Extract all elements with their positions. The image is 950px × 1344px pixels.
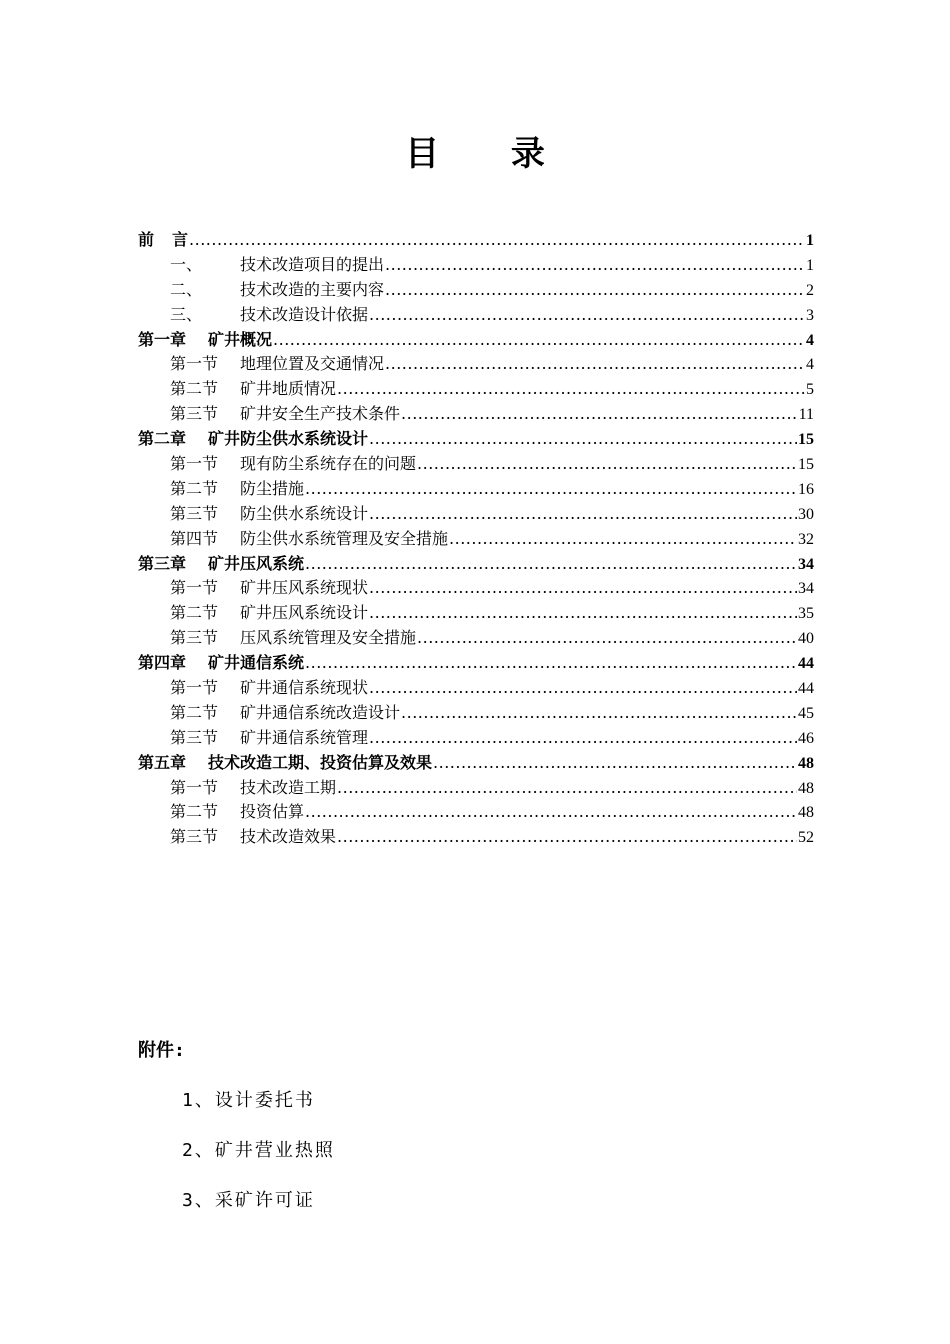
toc-entry-text: 地理位置及交通情况 <box>240 354 385 374</box>
toc-entry-title <box>170 576 368 601</box>
toc-entry-number: 第二节 <box>170 603 219 623</box>
toc-page-number: 44 <box>798 655 814 673</box>
toc-page-number: 1 <box>806 232 814 249</box>
toc-page-number: 44 <box>798 680 814 698</box>
toc-entry-title <box>170 402 400 427</box>
toc-entry-title <box>170 676 368 701</box>
toc-section-entry[interactable] <box>138 452 814 477</box>
annex-item: 3、采矿许可证 <box>182 1190 315 1211</box>
toc-entry-text: 矿井通信系统 <box>208 653 305 673</box>
toc-page-number: 16 <box>798 480 814 498</box>
toc-entry-title <box>170 303 368 328</box>
toc-entry-number: 第三节 <box>170 404 219 424</box>
toc-section-entry[interactable] <box>138 825 814 850</box>
toc-entry-title <box>170 825 336 850</box>
toc-entry-number: 第一节 <box>170 678 219 698</box>
toc-section-entry[interactable] <box>138 576 814 601</box>
toc-page-number: 40 <box>798 630 814 648</box>
toc-entry-text: 矿井通信系统现状 <box>240 678 369 698</box>
toc-chapter-entry[interactable] <box>138 427 814 452</box>
toc-section-entry[interactable] <box>138 527 814 552</box>
dot-leader <box>369 601 797 626</box>
toc-entry-title <box>170 452 416 477</box>
dot-leader <box>369 676 797 701</box>
toc-section-entry[interactable] <box>138 402 814 427</box>
toc-entry-title <box>170 278 384 303</box>
toc-entry-text: 矿井防尘供水系统设计 <box>208 429 369 449</box>
toc-page-number: 30 <box>798 505 814 523</box>
toc-entry-title <box>170 253 384 278</box>
toc-entry-title <box>170 701 400 726</box>
toc-entry-number: 第四节 <box>170 528 219 548</box>
toc-chapter-entry[interactable] <box>138 552 814 577</box>
toc-entry-number: 第三节 <box>170 503 219 523</box>
table-of-contents <box>138 228 814 850</box>
toc-section-entry[interactable] <box>138 601 814 626</box>
toc-entry-title <box>170 626 416 651</box>
dot-leader <box>305 800 797 825</box>
dot-leader <box>369 726 797 751</box>
toc-entry-text: 矿井安全生产技术条件 <box>240 404 401 424</box>
page-title: 目 录 <box>405 134 575 174</box>
toc-entry-number: 一、 <box>170 254 203 274</box>
toc-entry-number: 第二节 <box>170 802 219 822</box>
toc-entry-number: 第一章 <box>138 329 187 349</box>
toc-entry-text: 技术改造的主要内容 <box>240 279 385 299</box>
toc-chapter-entry[interactable] <box>138 751 814 776</box>
dot-leader <box>417 452 797 477</box>
toc-entry-number: 第三节 <box>170 827 219 847</box>
toc-page-number: 15 <box>798 431 814 449</box>
toc-section-entry[interactable] <box>138 278 814 303</box>
toc-entry-text: 矿井概况 <box>208 329 273 349</box>
toc-section-entry[interactable] <box>138 701 814 726</box>
toc-section-entry[interactable] <box>138 502 814 527</box>
toc-entry-title <box>170 726 368 751</box>
toc-entry-text: 矿井通信系统改造设计 <box>240 702 401 722</box>
toc-section-entry[interactable] <box>138 726 814 751</box>
toc-page-number: 4 <box>806 331 814 349</box>
toc-page-number: 48 <box>798 754 814 772</box>
toc-entry-number: 第五章 <box>138 752 187 772</box>
toc-page-number: 32 <box>798 530 814 548</box>
toc-entry-text: 投资估算 <box>240 802 305 822</box>
toc-entry-text: 矿井压风系统 <box>208 553 305 573</box>
toc-entry-title <box>138 651 304 676</box>
toc-page-number: 15 <box>798 456 814 474</box>
toc-entry-text: 技术改造工期 <box>240 777 337 797</box>
toc-page-number: 2 <box>806 281 814 299</box>
toc-entry-number: 三、 <box>170 304 203 324</box>
toc-section-entry[interactable] <box>138 626 814 651</box>
toc-entry-text: 矿井压风系统设计 <box>240 603 369 623</box>
toc-entry-title <box>138 228 188 253</box>
dot-leader <box>305 552 797 577</box>
dot-leader <box>189 228 805 253</box>
toc-entry-text: 防尘供水系统管理及安全措施 <box>240 528 449 548</box>
toc-chapter-entry[interactable] <box>138 328 814 353</box>
toc-entry-number: 第一节 <box>170 454 219 474</box>
toc-section-entry[interactable] <box>138 776 814 801</box>
toc-entry-number: 第二节 <box>170 702 219 722</box>
toc-entry-title <box>170 776 336 801</box>
dot-leader <box>401 402 798 427</box>
toc-entry-text: 矿井地质情况 <box>240 379 337 399</box>
toc-page-number: 52 <box>798 829 814 847</box>
dot-leader <box>305 651 797 676</box>
toc-entry-number: 第四章 <box>138 653 187 673</box>
toc-page-number: 45 <box>798 704 814 722</box>
toc-entry-number: 第二章 <box>138 429 187 449</box>
toc-entry-number: 前 <box>138 230 155 249</box>
dot-leader <box>273 328 805 353</box>
toc-chapter-entry[interactable] <box>138 228 814 253</box>
toc-section-entry[interactable] <box>138 377 814 402</box>
toc-entry-text: 矿井通信系统管理 <box>240 727 369 747</box>
toc-entry-text: 矿井压风系统现状 <box>240 578 369 598</box>
toc-entry-text: 防尘供水系统设计 <box>240 503 369 523</box>
dot-leader <box>369 502 797 527</box>
toc-entry-title <box>170 352 384 377</box>
toc-entry-text: 防尘措施 <box>240 478 305 498</box>
toc-page-number: 4 <box>806 356 814 374</box>
toc-section-entry[interactable] <box>138 477 814 502</box>
dot-leader <box>337 776 797 801</box>
toc-section-entry[interactable] <box>138 352 814 377</box>
toc-section-entry[interactable] <box>138 676 814 701</box>
toc-entry-number: 第二节 <box>170 478 219 498</box>
toc-entry-text: 技术改造项目的提出 <box>240 254 385 274</box>
toc-entry-number: 第一节 <box>170 578 219 598</box>
annex-item: 1、设计委托书 <box>182 1090 315 1111</box>
toc-entry-title <box>170 800 304 825</box>
dot-leader <box>417 626 797 651</box>
toc-entry-title <box>170 527 448 552</box>
toc-entry-title <box>170 377 336 402</box>
dot-leader <box>385 253 805 278</box>
toc-section-entry[interactable] <box>138 800 814 825</box>
toc-entry-title <box>170 477 304 502</box>
dot-leader <box>337 825 797 850</box>
dot-leader <box>401 701 797 726</box>
dot-leader <box>369 427 797 452</box>
toc-section-entry[interactable] <box>138 303 814 328</box>
toc-chapter-entry[interactable] <box>138 651 814 676</box>
toc-entry-text: 技术改造工期、投资估算及效果 <box>208 752 433 772</box>
dot-leader <box>449 527 797 552</box>
toc-entry-number: 第三节 <box>170 727 219 747</box>
dot-leader <box>385 278 805 303</box>
toc-entry-title <box>170 502 368 527</box>
toc-entry-title <box>138 751 432 776</box>
toc-page-number: 35 <box>798 605 814 623</box>
annex-heading: 附件: <box>138 1040 185 1061</box>
dot-leader <box>385 352 805 377</box>
toc-page-number: 34 <box>798 580 814 598</box>
toc-page-number: 48 <box>798 804 814 822</box>
toc-page-number: 11 <box>798 406 814 424</box>
toc-entry-number: 第三节 <box>170 628 219 648</box>
toc-entry-title <box>138 427 368 452</box>
toc-entry-text: 技术改造效果 <box>240 827 337 847</box>
dot-leader <box>369 303 805 328</box>
toc-page-number: 46 <box>798 729 814 747</box>
toc-page-number: 1 <box>806 256 814 274</box>
toc-page-number: 5 <box>806 381 814 399</box>
toc-entry-title <box>138 328 272 353</box>
dot-leader <box>369 576 797 601</box>
dot-leader <box>305 477 797 502</box>
toc-page-number: 3 <box>806 306 814 324</box>
toc-page-number: 34 <box>798 555 814 573</box>
toc-entry-number: 第三章 <box>138 553 187 573</box>
toc-entry-number: 第一节 <box>170 777 219 797</box>
toc-entry-text: 言 <box>172 230 189 249</box>
toc-entry-number: 第二节 <box>170 379 219 399</box>
toc-entry-title <box>170 601 368 626</box>
toc-entry-number: 第一节 <box>170 354 219 374</box>
toc-entry-number: 二、 <box>170 279 203 299</box>
toc-page-number: 48 <box>798 779 814 797</box>
annex-item: 2、矿井营业热照 <box>182 1140 335 1161</box>
toc-section-entry[interactable] <box>138 253 814 278</box>
toc-entry-text: 压风系统管理及安全措施 <box>240 628 417 648</box>
toc-entry-text: 技术改造设计依据 <box>240 304 369 324</box>
dot-leader <box>433 751 797 776</box>
toc-entry-text: 现有防尘系统存在的问题 <box>240 454 417 474</box>
dot-leader <box>337 377 805 402</box>
toc-entry-title <box>138 552 304 577</box>
